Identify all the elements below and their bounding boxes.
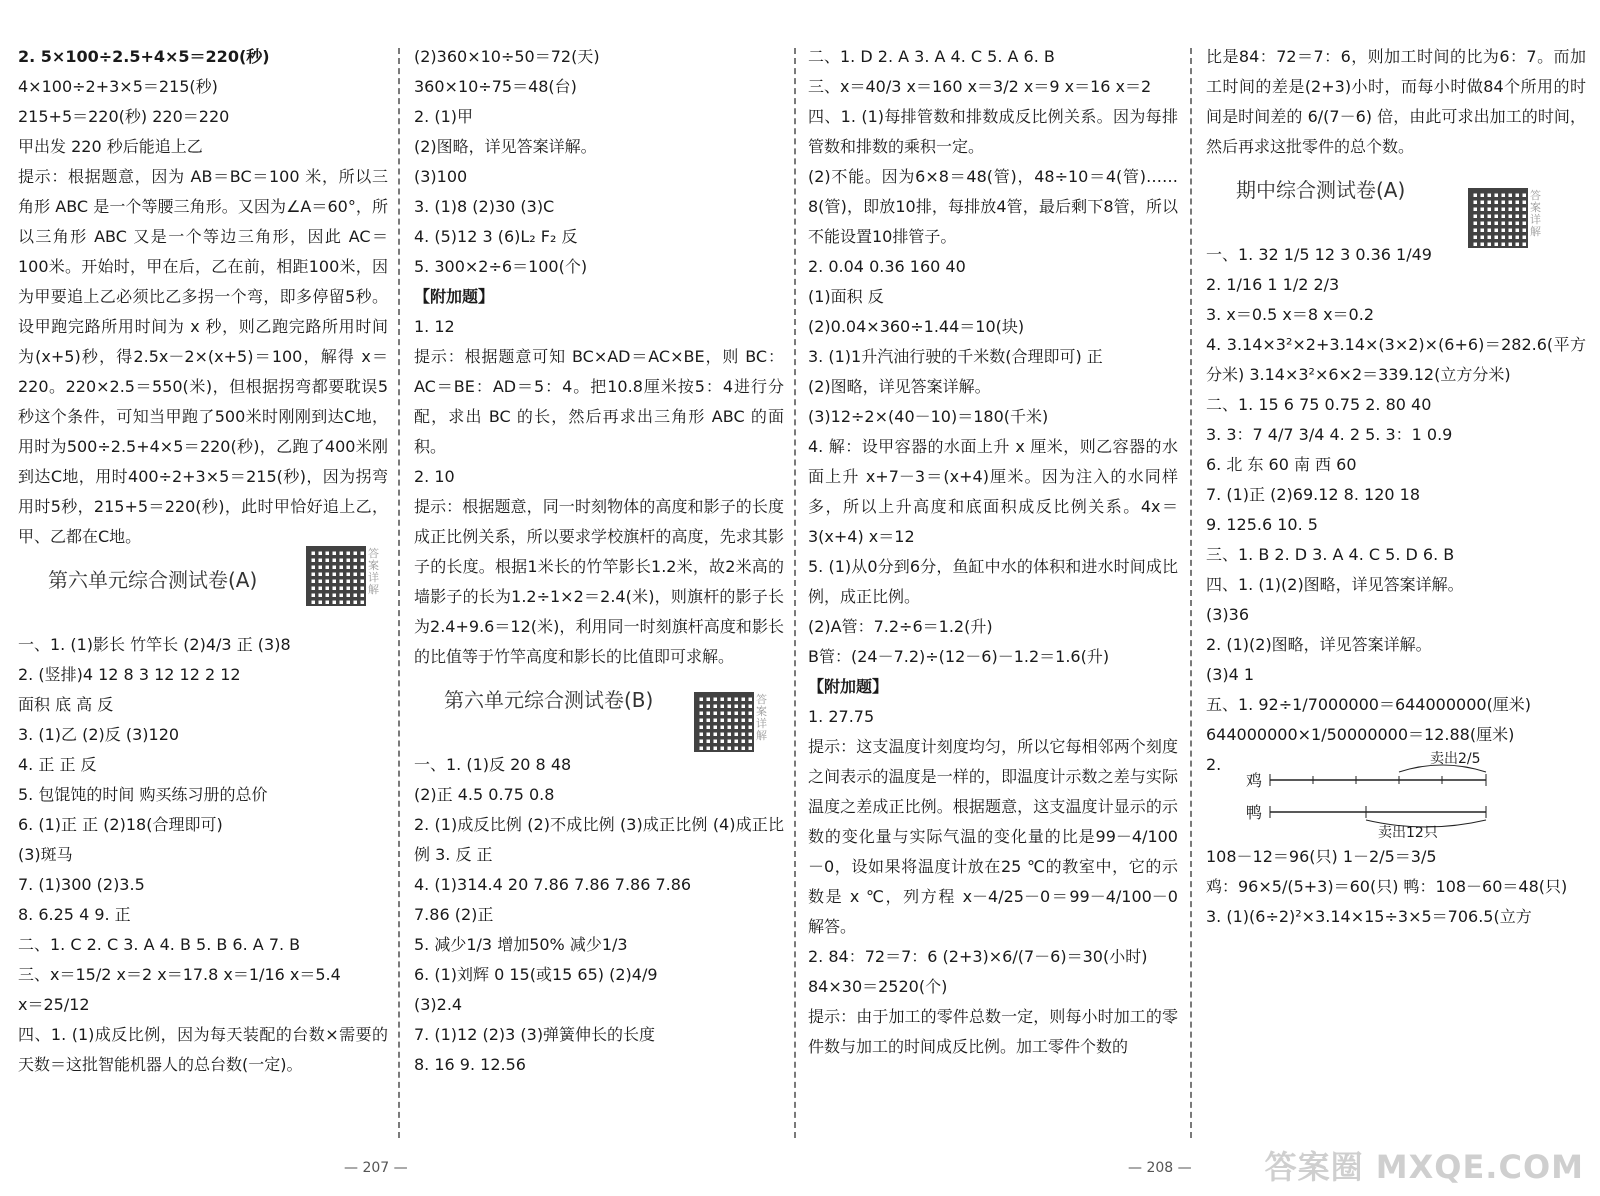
answer-line: 7. (1)300 (2)3.5 [18,875,145,894]
answer-line: 6. (1)刘辉 0 15(或15 65) (2)4/9 [414,965,658,984]
line-segment-diagram [1206,750,1586,842]
answer-line: 108－12＝96(只) 1－2/5＝3/5 [1206,847,1437,866]
answer-line: 4. (1)314.4 20 7.86 7.86 7.86 7.86 [414,875,692,894]
answer-line: 2. (竖排)4 12 8 3 12 12 2 12 [18,665,241,684]
watermark: 答案圈 MXQE.COM [1264,1148,1584,1186]
answer-line: (2)图略，详见答案详解。 [808,377,991,396]
answer-line: 一、1. (1)影长 竹竿长 (2)4/3 正 (3)8 [18,635,291,654]
answer-line: 6. (1)正 正 (2)18(合理即可) [18,815,223,834]
qr-label: 答案详解 [756,693,767,742]
answer-line: 3. (1)乙 (2)反 (3)120 [18,725,180,744]
answer-line: 3. 3：7 4/7 3/4 4. 2 5. 3：1 0.9 [1206,425,1453,444]
answer-line: (3)斑马 [18,845,73,864]
column-2 [414,42,784,1080]
answer-line: 84×30＝2520(个) [808,977,948,996]
qr-label: 答案详解 [368,547,379,596]
answer-line: 二、1. D 2. A 3. A 4. C 5. A 6. B [808,47,1055,66]
answer-line: 5. (1)从0分到6分，鱼缸中水的体积和进水时间成比例，成正比例。 [808,557,1178,606]
section-title: 期中综合测试卷(A) [1236,178,1406,202]
qr-code-icon[interactable] [306,546,366,606]
hint-continuation: 比是84：72＝7：6，则加工时间的比为6：7。而加工时间的差是(2+3)小时，而每小时做84个所用的时间是时间差的 6/(7－6) 倍，由此可求出加工的时间，然后再求这批零件的总个数。 [1206,47,1586,156]
answer-line: 2. 5×100÷2.5+4×5＝220(秒) [18,47,270,66]
answer-line: 7.86 (2)正 [414,905,494,924]
answer-line: 3. (1)8 (2)30 (3)C [414,197,555,216]
answer-line: 二、1. C 2. C 3. A 4. B 5. B 6. A 7. B [18,935,301,954]
answer-line: 7. (1)12 (2)3 (3)弹簧伸长的长度 [414,1025,656,1044]
answer-line: 四、1. (1)每排管数和排数成反比例关系。因为每排管数和排数的乘积一定。 [808,107,1178,156]
answer-line: x＝25/12 [18,995,90,1014]
answer-line: (2)正 4.5 0.75 0.8 [414,785,555,804]
answer-line: 4. (5)12 3 (6)L₂ F₂ 反 [414,227,578,246]
answer-line: 鸡：96×5/(5+3)＝60(只) 鸭：108－60＝48(只) [1206,877,1568,896]
answer-line: 644000000×1/50000000＝12.88(厘米) [1206,725,1515,744]
answer-line: 2. (1)(2)图略，详见答案详解。 [1206,635,1432,654]
answer-line: 二、1. 15 6 75 0.75 2. 80 40 [1206,395,1432,414]
answer-line: 1. 12 [414,317,455,336]
answer-line: 2. 0.04 0.36 160 40 [808,257,966,276]
sold-top-label: 卖出2/5 [1430,751,1481,767]
answer-line: 9. 125.6 10. 5 [1206,515,1318,534]
answer-line: 4. 3.14×3²×2+3.14×(3×2)×(6+6)＝282.6(平方分米) 3.14×3²×6×2＝339.12(立方分米) [1206,335,1586,384]
bonus-heading: 【附加题】 [414,287,495,306]
answer-line: 7. (1)正 (2)69.12 8. 120 18 [1206,485,1420,504]
answer-line: 4. 解：设甲容器的水面上升 x 厘米，则乙容器的水面上升 x+7－3＝(x+4)厘米。因为注入的水同样多，所以上升高度和底面积成反比例关系。4x＝3(x+4) x＝12 [808,437,1178,546]
answer-line: 三、1. B 2. D 3. A 4. C 5. D 6. B [1206,545,1455,564]
answer-line: (2)图略，详见答案详解。 [414,137,597,156]
column-divider [794,48,796,1138]
answer-line: 1. 27.75 [808,707,875,726]
answer-line: 215+5＝220(秒) 220＝220 [18,107,230,126]
answer-line: 四、1. (1)成反比例，因为每天装配的台数×需要的天数＝这批智能机器人的总台数(一定)。 [18,1025,388,1074]
column-divider [1190,48,1192,1138]
answer-line: (3)4 1 [1206,665,1255,684]
answer-line: (3)12÷2×(40－10)＝180(千米) [808,407,1049,426]
answer-line: 面积 底 高 反 [18,695,114,714]
answer-line: (3)100 [414,167,468,186]
answer-line: (1)面积 反 [808,287,884,306]
hint-paragraph: 提示：根据题意，因为 AB＝BC＝100 米，所以三角形 ABC 是一个等腰三角形。又因为∠A＝60°，所以三角形 ABC 又是一个等边三角形，因此 AC＝100米。开始时，甲在后，乙在前，相距100米，因为甲要追上乙必须比乙多拐一个弯，即多停留5秒。设甲跑完路所用时间为 x 秒，则乙跑完路所用时间为(x+5)秒，得2.5x－2×(x+5)＝100，解得 x＝220。220×2.5＝550(米)，但根据拐弯都要耽误5秒这个条件，可知当甲跑了500米时刚刚到达C地，用时为500÷2.5+4×5＝220(秒)，乙跑了400米刚到达C地，用时400÷2+3×5＝215(秒)，因为拐弯用时5秒，215+5＝220(秒)，此时甲恰好追上乙，甲、乙都在C地。 [18,167,388,546]
answer-line: 2. 10 [414,467,455,486]
answer-line: 3. (1)1升汽油行驶的千米数(合理即可) 正 [808,347,1103,366]
answer-line: 三、x＝40/3 x＝160 x＝3/2 x＝9 x＝16 x＝2 [808,77,1152,96]
hint-paragraph: 提示：由于加工的零件总数一定，则每小时加工的零件数与加工的时间成反比例。加工零件个数的 [808,1007,1178,1056]
answer-line: (2)A管：7.2÷6＝1.2(升) [808,617,993,636]
answer-line: 2. [1206,755,1222,774]
hint-paragraph: 提示：根据题意，同一时刻物体的高度和影子的长度成正比例关系，所以要求学校旗杆的高度，先求其影子的长度。根据1米长的竹竿影长1.2米，故2米高的墙影子的长为1.2÷1×2＝2.4(米)，则旗杆的影子长为2.4+9.6＝12(米)，利用同一时刻旗杆高度和影长的比值等于竹竿高度和影长的比值即可求解。 [414,497,784,666]
duck-label: 鸭 [1246,803,1263,822]
answer-line: 一、1. (1)反 20 8 48 [414,755,572,774]
answer-line: 2. 84：72＝7：6 (2+3)×6/(7－6)＝30(小时) [808,947,1148,966]
answer-line: (3)2.4 [414,995,463,1014]
answer-line: 3. (1)(6÷2)²×3.14×15÷3×5＝706.5(立方 [1206,907,1532,926]
answer-line: 甲出发 220 秒后能追上乙 [18,137,203,156]
answer-line: 一、1. 32 1/5 12 3 0.36 1/49 [1206,245,1432,264]
chicken-label: 鸡 [1246,771,1263,790]
column-3 [808,42,1178,1062]
answer-line: 4. 正 正 反 [18,755,97,774]
qr-code-icon[interactable] [1468,188,1528,248]
qr-label: 答案详解 [1530,189,1541,238]
page-number-left: — 207 — [344,1160,408,1176]
sold-bottom-label: 卖出12只 [1378,825,1438,841]
answer-line: 四、1. (1)(2)图略，详见答案详解。 [1206,575,1464,594]
answer-line: 5. 300×2÷6＝100(个) [414,257,588,276]
answer-line: 5. 减少1/3 增加50% 减少1/3 [414,935,628,954]
answer-line: 5. 包馄饨的时间 购买练习册的总价 [18,785,268,804]
answer-line: 360×10÷75＝48(台) [414,77,577,96]
answer-line: 8. 6.25 4 9. 正 [18,905,131,924]
answer-line: 2. (1)成反比例 (2)不成比例 (3)成正比例 (4)成正比例 3. 反 正 [414,815,784,864]
bonus-heading: 【附加题】 [808,677,889,696]
answer-line: (2)不能。因为6×8＝48(管)，48÷10＝4(管)……8(管)，即放10排，每排放4管，最后剩下8管，所以不能设置10排管子。 [808,167,1178,246]
answer-line: 三、x＝15/2 x＝2 x＝17.8 x＝1/16 x＝5.4 [18,965,341,984]
answer-line: 2. (1)甲 [414,107,474,126]
section-title: 第六单元综合测试卷(B) [444,688,654,712]
hint-paragraph: 提示：这支温度计刻度均匀，所以它每相邻两个刻度之间表示的温度是一样的，即温度计示数之差与实际温度之差成正比例。根据题意，这支温度计显示的示数的变化量与实际气温的变化量的比是99－4/100－0，设如果将温度计放在25 ℃的教室中，它的示数是 x ℃，列方程 x－4/25－0＝99－4/100－0 解答。 [808,737,1178,936]
answer-line: 6. 北 东 60 南 西 60 [1206,455,1357,474]
answer-line: 4×100÷2+3×5＝215(秒) [18,77,218,96]
column-divider [398,48,400,1138]
answer-line: (2)360×10÷50＝72(天) [414,47,600,66]
answer-line: (2)0.04×360÷1.44＝10(块) [808,317,1025,336]
answer-line: 2. 1/16 1 1/2 2/3 [1206,275,1340,294]
answer-line: B管：(24－7.2)÷(12－6)－1.2＝1.6(升) [808,647,1110,666]
qr-code-icon[interactable] [694,692,754,752]
section-title: 第六单元综合测试卷(A) [48,568,258,592]
column-4 [1206,42,1586,932]
answer-line: 8. 16 9. 12.56 [414,1055,526,1074]
hint-paragraph: 提示：根据题意可知 BC×AD＝AC×BE，则 BC：AC＝BE：AD＝5：4。把10.8厘米按5：4进行分配，求出 BC 的长，然后再求出三角形 ABC 的面积。 [414,347,784,456]
answer-line: (3)36 [1206,605,1250,624]
page-number-right: — 208 — [1128,1160,1192,1176]
answer-line: 3. x＝0.5 x＝8 x＝0.2 [1206,305,1375,324]
answer-line: 五、1. 92÷1/7000000＝644000000(厘米) [1206,695,1532,714]
